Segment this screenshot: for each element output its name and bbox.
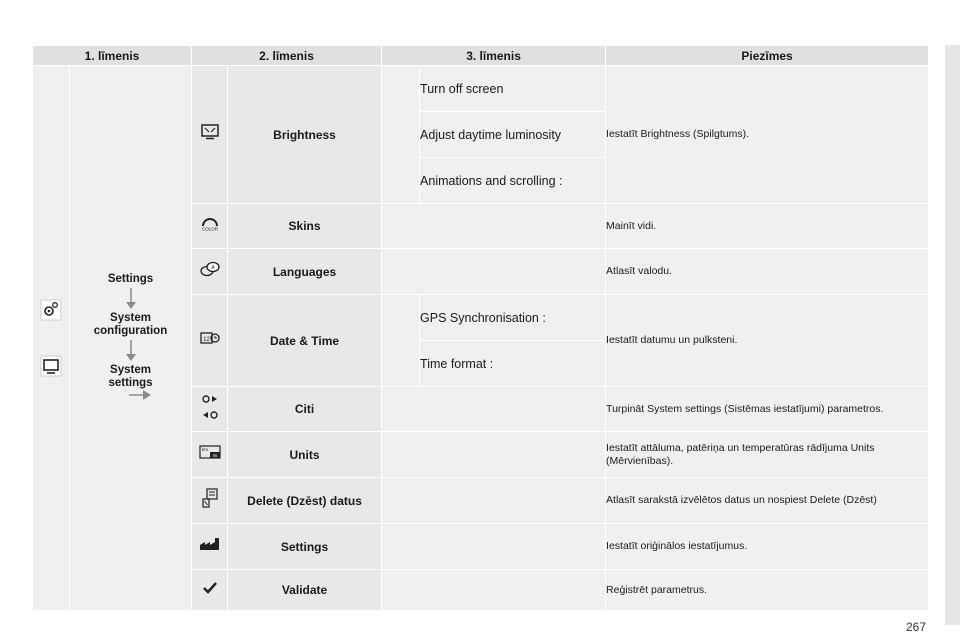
note-date-time: Iestatīt datumu un pulksteni.	[606, 295, 929, 387]
note-validate: Reģistrēt parametrus.	[606, 570, 929, 611]
units-label: Units	[228, 432, 382, 478]
settings-menu-table	[32, 45, 929, 611]
page-number: 267	[905, 620, 926, 634]
level2-system-configuration: System configuration	[93, 311, 168, 337]
languages-icon-cell	[192, 249, 228, 295]
brightness-label: Brightness	[228, 66, 382, 204]
monitor-icon	[40, 355, 62, 377]
settings-gear-icon	[40, 299, 62, 321]
note-units: Iestatīt attāluma, patēriņa un temperatūras rādījuma Units (Mērvienības).	[606, 432, 929, 478]
factory-settings-icon-cell	[192, 524, 228, 570]
units-icon	[199, 445, 221, 459]
option-time-format: Time format :	[420, 341, 606, 387]
arrow-down-icon	[125, 288, 137, 310]
arrow-right-icon	[129, 390, 151, 400]
level2-settings: Settings	[107, 272, 154, 285]
level2-system-settings: System settings	[108, 363, 153, 389]
delete-data-icon	[202, 488, 218, 508]
note-factory-settings: Iestatīt oriģinālos iestatījumus.	[606, 524, 929, 570]
validate-label: Validate	[228, 570, 382, 611]
date-time-icon	[200, 331, 220, 345]
delete-label: Delete (Dzēst) datus	[228, 478, 382, 524]
svg-text:km: km	[201, 447, 208, 452]
page-edge-bar	[945, 45, 960, 625]
brightness-icon	[201, 124, 219, 140]
languages-icon	[200, 261, 220, 277]
level1-icons-cell	[33, 66, 70, 611]
svg-text:mi: mi	[212, 453, 217, 458]
svg-text:COLOR: COLOR	[201, 226, 218, 231]
table-header-row	[33, 46, 929, 66]
citi-icon-cell	[192, 387, 228, 432]
color-skins-icon	[199, 217, 221, 231]
option-adjust-daytime-luminosity: Adjust daytime luminosity	[420, 112, 606, 158]
units-icon-cell	[192, 432, 228, 478]
note-skins: Mainīt vidi.	[606, 204, 929, 249]
validate-icon-cell	[192, 570, 228, 611]
arrow-down-icon	[125, 340, 137, 362]
option-gps-synchronisation: GPS Synchronisation :	[420, 295, 606, 341]
factory-settings-icon	[199, 537, 221, 551]
header-level2: 2. līmenis	[192, 46, 382, 66]
svg-text:A: A	[210, 265, 215, 271]
option-turn-off-screen: Turn off screen	[420, 66, 606, 112]
languages-label: Languages	[228, 249, 382, 295]
note-delete: Atlasīt sarakstā izvēlētos datus un nospiest Delete (Dzēst)	[606, 478, 929, 524]
note-brightness: Iestatīt Brightness (Spilgtums).	[606, 66, 929, 204]
note-citi: Turpināt System settings (Sistēmas iestatījumi) parametros.	[606, 387, 929, 432]
note-languages: Atlasīt valodu.	[606, 249, 929, 295]
date-time-label: Date & Time	[228, 295, 382, 387]
option-animations-scrolling: Animations and scrolling :	[420, 158, 606, 204]
brightness-icon-cell	[192, 66, 228, 204]
delete-icon-cell	[192, 478, 228, 524]
citi-label: Citi	[228, 387, 382, 432]
next-prev-settings-icon	[200, 392, 220, 422]
skins-label: Skins	[228, 204, 382, 249]
checkmark-icon	[203, 582, 217, 594]
header-notes: Piezīmes	[606, 46, 929, 66]
level2-path-cell	[70, 66, 192, 611]
skins-icon-cell	[192, 204, 228, 249]
header-level3: 3. līmenis	[382, 46, 606, 66]
svg-text:12: 12	[202, 337, 210, 343]
header-level1: 1. līmenis	[33, 46, 192, 66]
date-time-icon-cell	[192, 295, 228, 387]
factory-settings-label: Settings	[228, 524, 382, 570]
